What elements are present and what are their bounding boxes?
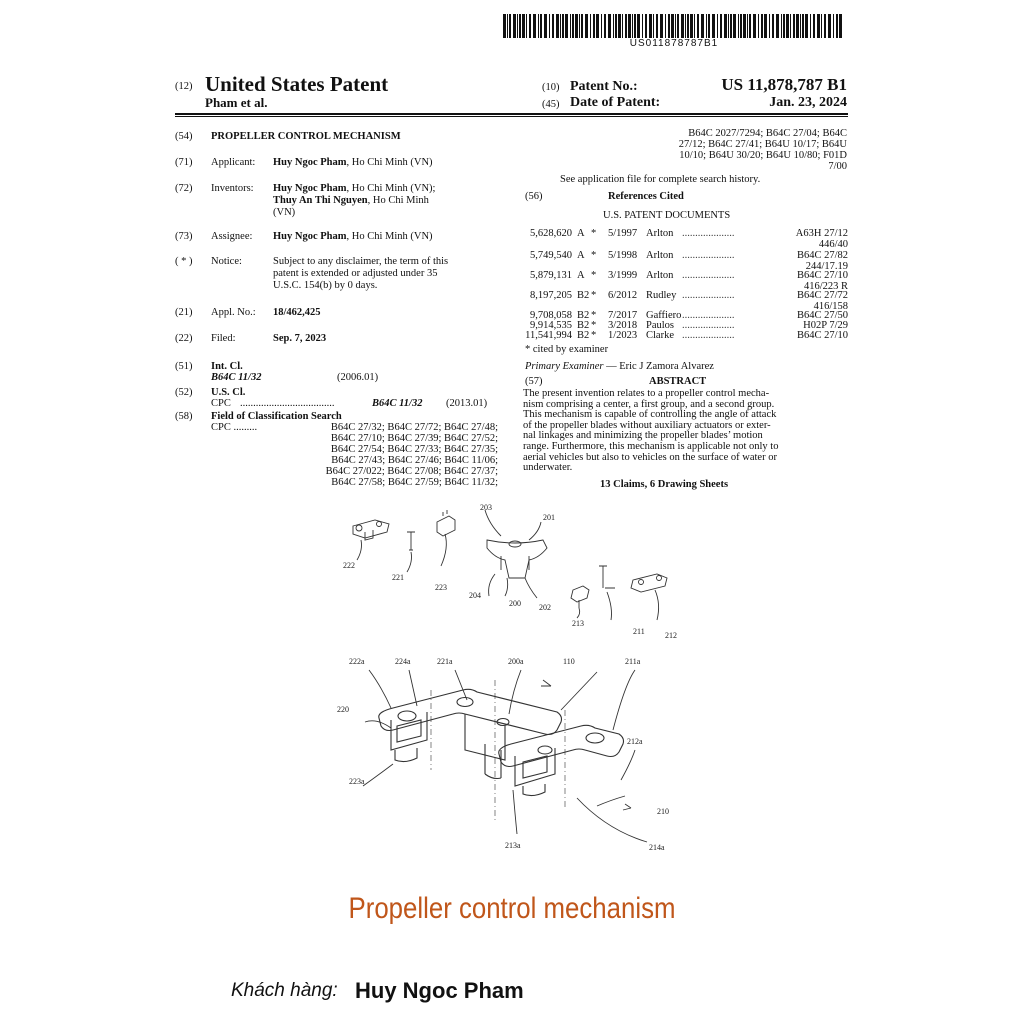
label-222a: 222a [349,657,365,666]
header-rule-thin [175,116,848,117]
abstract-line: nism comprising a center, a first group, and a second group. [523,398,775,410]
barcode-bar [800,14,801,38]
barcode-bar [572,14,574,38]
barcode-bar [517,14,518,38]
us-patent-documents-label: U.S. PATENT DOCUMENTS [603,210,731,221]
code-58: (58) [175,411,193,422]
barcode-bar [761,14,763,38]
abstract-line: underwater. [523,462,573,474]
inventor-1: Huy Ngoc Pham, Ho Chi Minh (VN); [273,183,436,194]
us-cl-cpc: CPC [211,398,231,409]
us-cl-label: U.S. Cl. [211,387,246,398]
barcode-bar [608,14,611,38]
barcode-bar [653,14,654,38]
barcode-bar [685,14,686,38]
barcode-bar [665,14,666,38]
abstract-line: This mechanism is capable of controlling the angle of attack [523,409,777,421]
barcode-bar [724,14,727,38]
part-222 [353,520,389,540]
barcode-bar [628,14,631,38]
code-54: (54) [175,131,193,142]
barcode-bar [805,14,808,38]
barcode-bar [575,14,578,38]
date-label: Date of Patent: [570,95,661,110]
barcode-bar [740,14,742,38]
filed-date: Sep. 7, 2023 [273,333,327,344]
barcode-bar [712,14,715,38]
notice-line-2: patent is extended or adjusted under 35 [273,268,438,279]
barcode-bar [786,14,789,38]
label-202: 202 [539,603,551,612]
us-cl-year: (2013.01) [446,398,488,409]
label-203: 203 [480,503,492,512]
appl-no-label: Appl. No.: [211,307,256,318]
barcode-bar [772,14,774,38]
header-rule [175,113,848,115]
part-223 [437,510,455,536]
claims-summary: 13 Claims, 6 Drawing Sheets [600,479,729,490]
label-224a: 224a [395,657,411,666]
label-200a: 200a [508,657,524,666]
barcode-bar [790,14,791,38]
barcode-bar [668,14,670,38]
code-10: (10) [542,82,560,93]
patent-title: United States Patent [205,72,389,96]
barcode-bar [701,14,704,38]
abstract-line: of the propeller blades without auxiliary actuators or exter- [523,419,771,431]
barcode-bar [604,14,606,38]
barcode-bar [813,14,815,38]
inventor-2-country: (VN) [273,207,296,218]
barcode-bar [738,14,739,38]
code-notice: ( * ) [175,256,193,267]
barcode-bar [817,14,820,38]
barcode-bar [596,14,599,38]
code-72: (72) [175,183,193,194]
barcode-bar [753,14,756,38]
barcode-bar [717,14,718,38]
patent-no-label: Patent No.: [570,79,638,94]
barcode-bar [671,14,674,38]
code-45: (45) [542,99,560,110]
label-110: 110 [563,657,575,666]
label-212: 212 [665,631,677,640]
barcode-bar [522,14,525,38]
barcode-bar [593,14,595,38]
barcode-bar [793,14,795,38]
barcode-bar [507,14,508,38]
label-210: 210 [657,807,669,816]
label-212a: 212a [627,737,643,746]
barcode-bar [560,14,561,38]
reference-row: 5,628,620 A * 5/1997 Arlton .................... A63H 27/12 446/40 [530,228,848,250]
barcode-bar [708,14,710,38]
barcode-bar [637,14,640,38]
field-search-line: B64C 27/022; B64C 27/08; B64C 27/37; [325,466,498,477]
barcode-bar [625,14,627,38]
barcode-bar [677,14,679,38]
barcode-bar [694,14,695,38]
label-214a: 214a [649,843,665,852]
us-cl-dots: .................................... [240,398,335,409]
cpc-continued-line: 7/00 [828,161,847,172]
barcode-bar [526,14,527,38]
notice-label: Notice: [211,256,242,267]
abstract-line: range. Furthermore, this mechanism is applicable not only to [523,440,779,452]
part-221 [407,532,415,550]
notice-line-3: U.S.C. 154(b) by 0 days. [273,280,378,291]
reference-row: 5,749,540 A * 5/1998 Arlton .................... B64C 27/82 244/17.19 [530,250,848,272]
int-cl-class: B64C 11/32 [211,372,262,383]
barcode-number: US011878787B1 [629,38,719,49]
patent-no: US 11,878,787 B1 [721,75,847,94]
barcode-bar [660,14,663,38]
barcode-bar [749,14,751,38]
barcode-bar [581,14,583,38]
barcode-bar [556,14,559,38]
barcode-bar [764,14,767,38]
barcode-bar [615,14,617,38]
see-application: See application file for complete search history. [560,174,761,185]
cited-by-examiner: * cited by examiner [525,344,609,355]
patent-drawing [335,500,695,855]
part-212 [631,574,667,592]
barcode-bar [645,14,647,38]
label-200: 200 [509,599,521,608]
client-label: Khách hàng: [231,980,338,1001]
label-201: 201 [543,513,555,522]
barcode-bar [828,14,831,38]
barcode-bar [513,14,516,38]
code-12: (12) [175,81,193,92]
part-213 [571,586,589,608]
assignee: Huy Ngoc Pham, Ho Chi Minh (VN) [273,231,433,242]
barcode-bar [562,14,564,38]
label-211: 211 [633,627,645,636]
applicant: Huy Ngoc Pham, Ho Chi Minh (VN) [273,157,433,168]
part-200 [487,540,547,578]
barcode-bar [509,14,511,38]
barcode-bar [824,14,826,38]
field-search-line: B64C 27/43; B64C 27/46; B64C 11/06; [331,455,498,466]
barcode-bar [730,14,732,38]
barcode-bar [544,14,547,38]
field-search-line: B64C 27/10; B64C 27/39; B64C 27/52; [330,433,498,444]
code-57: (57) [525,376,543,387]
barcode-bar [618,14,621,38]
field-search-line: B64C 27/32; B64C 27/72; B64C 27/48; [330,422,498,433]
barcode-bar [519,14,521,38]
int-cl-year: (2006.01) [337,372,379,383]
barcode-bar [549,14,550,38]
applicant-label: Applicant: [211,157,256,168]
label-213a: 213a [505,841,521,850]
us-cl-class: B64C 11/32 [372,398,423,409]
label-223a: 223a [349,777,365,786]
barcode-bar [690,14,693,38]
part-211 [599,566,615,588]
barcode [503,14,845,38]
patent-authors: Pham et al. [205,95,268,110]
barcode-bar [552,14,554,38]
abstract-line: nal linkages and minimizing the propeller blades’ motion [523,430,763,442]
code-21: (21) [175,307,193,318]
barcode-bar [675,14,676,38]
barcode-bar [601,14,602,38]
reference-row: 11,541,994 B2 * 1/2023 Clarke .................... B64C 27/10 [525,330,848,341]
barcode-bar [728,14,729,38]
barcode-bar [570,14,571,38]
barcode-bar [565,14,568,38]
field-search-line: B64C 27/58; B64C 27/59; B64C 11/32; [331,477,498,488]
field-search-line: B64C 27/54; B64C 27/33; B64C 27/35; [330,444,498,455]
label-204: 204 [469,591,481,600]
code-52: (52) [175,387,193,398]
client-name: Huy Ngoc Pham [355,978,524,1003]
barcode-bar [579,14,580,38]
barcode-bar [649,14,652,38]
abstract-body [523,388,849,473]
cpc-continued-line: 27/12; B64C 27/41; B64U 10/17; B64U [678,139,847,150]
label-213: 213 [572,619,584,628]
barcode-bar [839,14,842,38]
barcode-bar [743,14,746,38]
barcode-bar [758,14,759,38]
cpc-continued-line: 10/10; B64U 30/20; B64U 10/80; F01D [679,150,847,161]
barcode-bar [781,14,782,38]
barcode-bar [687,14,689,38]
invention-title: PROPELLER CONTROL MECHANISM [211,131,401,142]
code-73: (73) [175,231,193,242]
barcode-bar [656,14,658,38]
barcode-bar [538,14,539,38]
inventors-label: Inventors: [211,183,254,194]
barcode-bar [733,14,736,38]
references-cited-label: References Cited [608,191,684,202]
barcode-bar [634,14,636,38]
field-search-cpc: CPC ......... [211,422,258,433]
barcode-bar [642,14,643,38]
caption-title: Propeller control mechanism [348,892,676,925]
abstract-line: aerial vehicles but also to vehicles on the surface of water or [523,451,777,463]
barcode-bar [783,14,785,38]
field-search-label: Field of Classification Search [211,411,342,422]
barcode-bar [810,14,811,38]
barcode-bar [585,14,588,38]
barcode-bar [540,14,542,38]
reference-row: 9,914,535 B2 * 3/2018 Paulos .................... H02P 7/29 [530,320,848,331]
barcode-bar [769,14,770,38]
barcode-bar [776,14,779,38]
barcode-bar [697,14,699,38]
inventor-2: Thuy An Thi Nguyen, Ho Chi Minh [273,195,429,206]
barcode-bar [833,14,834,38]
label-221: 221 [392,573,404,582]
int-cl-label: Int. Cl. [211,361,243,372]
barcode-bar [590,14,591,38]
barcode-bar [503,14,506,38]
barcode-bar [632,14,633,38]
code-22: (22) [175,333,193,344]
barcode-bar [836,14,838,38]
barcode-bar [706,14,707,38]
barcode-bar [681,14,684,38]
label-221a: 221a [437,657,453,666]
reference-row: 9,708,058 B2 * 7/2017 Gaffiero .................... B64C 27/50 [530,310,848,321]
barcode-bar [796,14,799,38]
barcode-bar [529,14,531,38]
label-222: 222 [343,561,355,570]
code-71: (71) [175,157,193,168]
barcode-bar [747,14,748,38]
label-220: 220 [337,705,349,714]
barcode-bar [533,14,536,38]
abstract-label: ABSTRACT [649,376,707,387]
barcode-bar [613,14,614,38]
label-211a: 211a [625,657,641,666]
reference-row: 5,879,131 A * 3/1999 Arlton .................... B64C 27/10 416/223 R [530,270,848,292]
patent-date: Jan. 23, 2024 [769,95,847,110]
barcode-bar [720,14,722,38]
barcode-bar [802,14,804,38]
primary-examiner: Primary Examiner — Eric J Zamora Alvarez [525,361,714,372]
code-56: (56) [525,191,543,202]
cpc-continued-line: B64C 2027/7294; B64C 27/04; B64C [688,128,847,139]
filed-label: Filed: [211,333,236,344]
label-223: 223 [435,583,447,592]
assignee-label: Assignee: [211,231,253,242]
reference-row: 8,197,205 B2 * 6/2012 Rudley .................... B64C 27/72 416/158 [530,290,848,312]
notice-line-1: Subject to any disclaimer, the term of this [273,256,449,267]
appl-no: 18/462,425 [273,307,321,318]
barcode-bar [821,14,822,38]
code-51: (51) [175,361,193,372]
abstract-line: The present invention relates to a propeller control mecha- [523,388,770,399]
barcode-bar [622,14,623,38]
